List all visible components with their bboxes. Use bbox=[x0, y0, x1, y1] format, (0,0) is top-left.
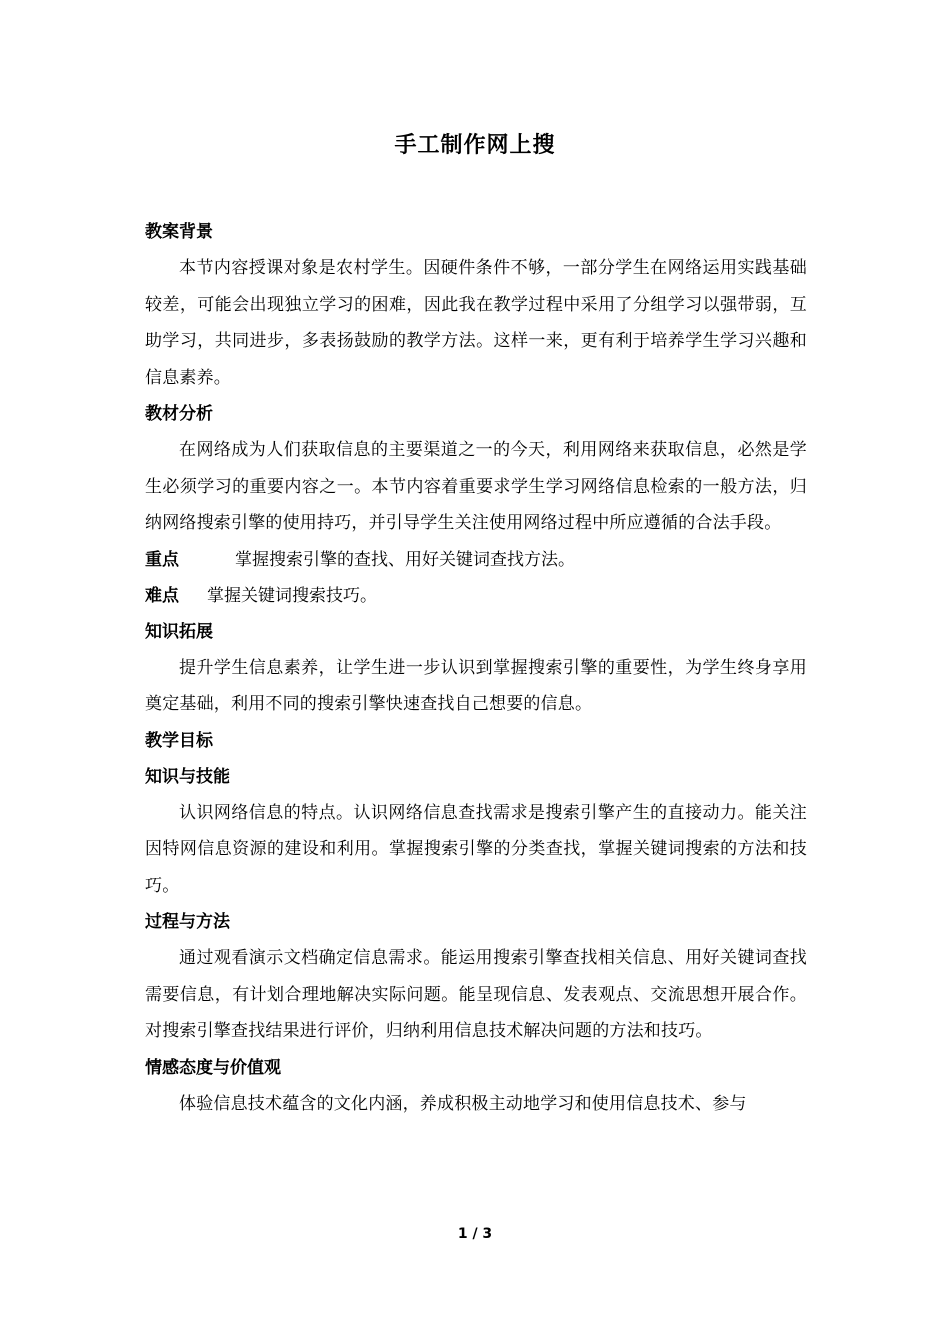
section-heading-background: 教案背景 bbox=[145, 222, 213, 242]
section-text-analysis: 在网络成为人们获取信息的主要渠道之一的今天，利用网络来获取信息，必然是学生必须学习的重要内容之一。本节内容着重要求学生学习网络信息检索的一般方法，归纳网络搜索引擎的使用持巧，并引导学生关注使用网络过程中所应遵循的合法手段。 bbox=[145, 440, 807, 533]
section-text-background: 本节内容授课对象是农村学生。因硬件条件不够，一部分学生在网络运用实践基础较差，可能会出现独立学习的困难，因此我在教学过程中采用了分组学习以强带弱，互助学习，共同进步，多表扬鼓励的教学方法。这样一来，更有利于培养学生学习兴趣和信息素养。 bbox=[145, 258, 807, 388]
section-heading-analysis: 教材分析 bbox=[145, 404, 213, 424]
section-heading-process: 过程与方法 bbox=[145, 912, 230, 932]
section-text-attitude: 体验信息技术蕴含的文化内涵，养成积极主动地学习和使用信息技术、参与 bbox=[179, 1093, 747, 1114]
key-point-label: 重点 bbox=[145, 549, 179, 570]
difficulty-line bbox=[145, 578, 807, 614]
key-point-line bbox=[145, 542, 807, 578]
key-point-text: 掌握搜索引擎的查找、用好关键词查找方法。 bbox=[235, 549, 575, 570]
difficulty-label: 难点 bbox=[145, 585, 179, 606]
section-text-knowledge: 认识网络信息的特点。认识网络信息查找需求是搜索引擎产生的直接动力。能关注因特网信息资源的建设和利用。掌握搜索引擎的分类查找，掌握关键词搜索的方法和技巧。 bbox=[145, 802, 807, 896]
page-number: 1 / 3 bbox=[457, 1226, 493, 1242]
section-heading-knowledge: 知识与技能 bbox=[145, 766, 230, 787]
section-text-process: 通过观看演示文档确定信息需求。能运用搜索引擎查找相关信息、用好关键词查找需要信息，有计划合理地解决实际问题。能呈现信息、发表观点、交流思想开展合作。对搜索引擎查找结果进行评价，归纳利用信息技术解决问题的方法和技巧。 bbox=[145, 948, 807, 1041]
page-title: 手工制作网上搜 bbox=[394, 133, 556, 158]
difficulty-text: 掌握关键词搜索技巧。 bbox=[207, 585, 377, 606]
section-heading-objectives: 教学目标 bbox=[145, 730, 213, 751]
section-heading-attitude: 情感态度与价值观 bbox=[145, 1057, 281, 1078]
document-body bbox=[145, 214, 807, 1122]
section-heading-extension: 知识拓展 bbox=[145, 621, 213, 642]
section-text-extension: 提升学生信息素养，让学生进一步认识到掌握搜索引擎的重要性，为学生终身享用奠定基础，利用不同的搜索引擎快速查找自己想要的信息。 bbox=[145, 657, 807, 714]
